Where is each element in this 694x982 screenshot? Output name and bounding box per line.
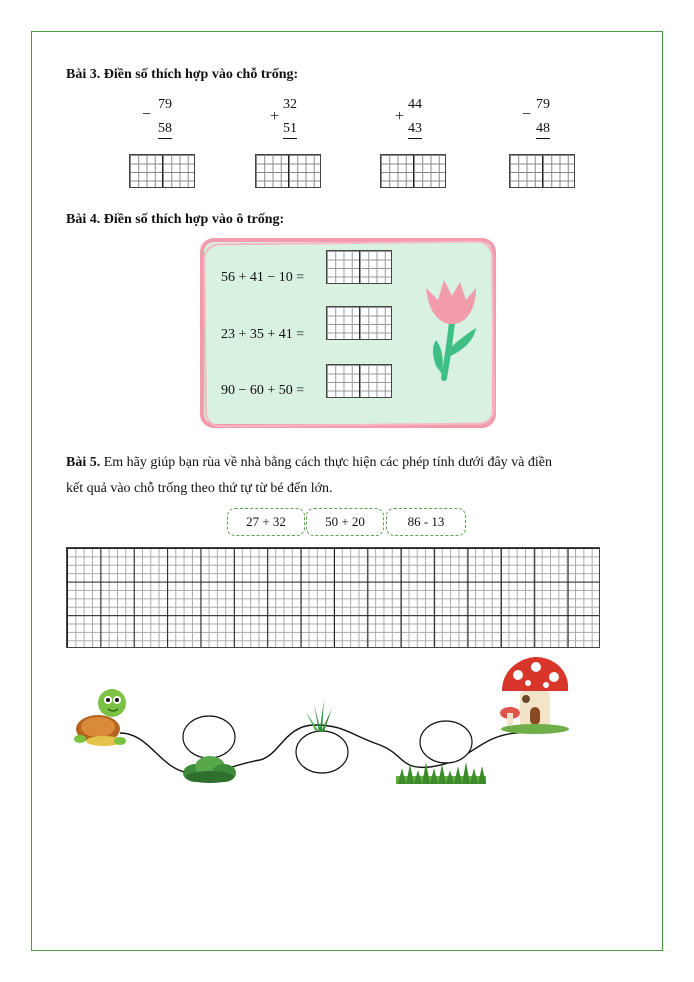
bai3-p4-bottom: 48 [536, 121, 550, 139]
bai5-chip-2: 50 + 20 [306, 508, 384, 536]
bai3-p4-op: − [522, 106, 532, 123]
bai4-expr-2: 23 + 35 + 41 = [221, 327, 305, 342]
turtle-icon [70, 683, 134, 751]
bai3-p3-bottom: 43 [408, 121, 422, 139]
bai3-p3-op: + [395, 108, 405, 125]
bai4-expr-3: 90 − 60 + 50 = [221, 383, 305, 398]
bai3-p1-answer-grid[interactable] [129, 154, 195, 188]
mushroom-house-icon [498, 655, 572, 735]
answer-circle-1[interactable] [183, 716, 235, 758]
grass-icon [302, 698, 336, 732]
bai3-p2-answer-grid[interactable] [255, 154, 321, 188]
bai3-p1-op: − [142, 106, 152, 123]
bai3-p4-top: 79 [536, 97, 550, 112]
grass-strip-icon [396, 760, 486, 784]
answer-circle-3[interactable] [420, 721, 472, 763]
bai3-p3-top: 44 [408, 97, 422, 112]
bai3-p1-top: 79 [158, 97, 172, 112]
bai3-p2-op: + [270, 108, 280, 125]
bai3-p3-answer-grid[interactable] [380, 154, 446, 188]
bai5-label: Bài 5. [66, 455, 101, 470]
bai5-instruction-2: kết quả vào chỗ trống theo thứ tự từ bé đến lớn. [66, 481, 333, 496]
bai4-answer-grid-2[interactable] [326, 306, 392, 340]
bai3-p2-top: 32 [283, 97, 297, 112]
bai5-chip-1: 27 + 32 [227, 508, 305, 536]
bai4-answer-grid-1[interactable] [326, 250, 392, 284]
bush-icon [182, 755, 236, 783]
bai4-expr-1: 56 + 41 − 10 = [221, 270, 305, 285]
bai5-line-1 [66, 455, 656, 471]
bai3-p1-bottom: 58 [158, 121, 172, 139]
answer-circle-2[interactable] [296, 731, 348, 773]
bai5-instruction-1: Em hãy giúp bạn rùa về nhà bằng cách thực hiện các phép tính dưới đây và điền [100, 455, 552, 470]
bai3-title: Bài 3. Điền số thích hợp vào chỗ trống: [66, 67, 299, 82]
bai3-p2-bottom: 51 [283, 121, 297, 139]
bai3-p4-answer-grid[interactable] [509, 154, 575, 188]
bai5-chip-3: 86 - 13 [386, 508, 466, 536]
bai4-answer-grid-3[interactable] [326, 364, 392, 398]
bai4-title: Bài 4. Điền số thích hợp vào ô trống: [66, 212, 285, 227]
tulip-icon [418, 270, 484, 390]
bai5-answer-grid[interactable] [66, 547, 600, 648]
